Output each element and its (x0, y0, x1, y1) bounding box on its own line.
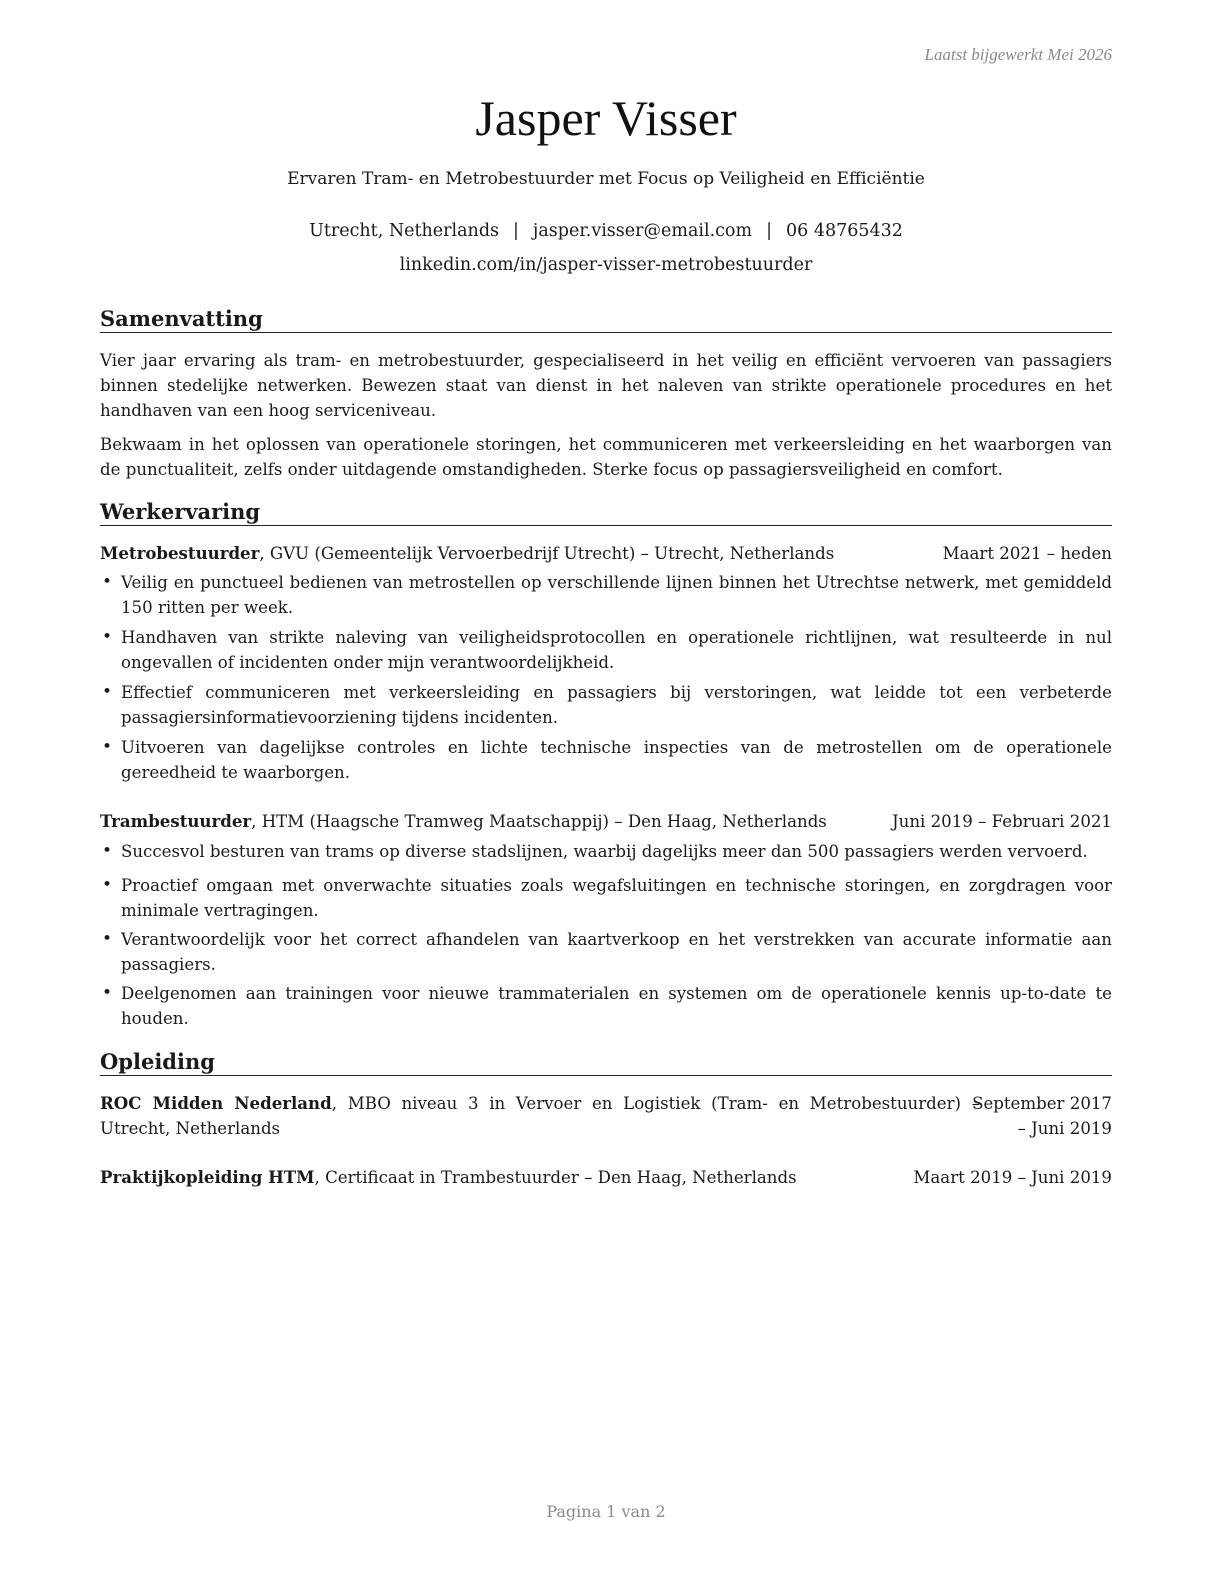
resume-page (100, 0, 1112, 1584)
education-details: , MBO niveau 3 in Vervoer en Logistiek (Tram- en Metrobestuurder) – Utrecht, Netherlands (100, 1094, 980, 1138)
list-item: • Veilig en punctueel bedienen van metrostellen op verschillende lijnen binnen het Utrechtse netwerk, met gemiddeld 150 ritten per week. (100, 570, 1112, 620)
list-item: • Handhaven van strikte naleving van veiligheidsprotocollen en operationele richtlijnen, wat resulteerde in nul ongevallen of incidenten onder mijn verantwoordelijkheid. (100, 625, 1112, 675)
contact-line (100, 219, 1112, 243)
school-name: ROC Midden Nederland (100, 1093, 332, 1113)
section-title-experience: Werkervaring (100, 499, 1112, 526)
candidate-name: Jasper Visser (475, 90, 737, 146)
job-header (100, 809, 1112, 834)
education-details: , Certificaat in Trambestuurder – Den Haag, Netherlands (314, 1168, 797, 1187)
headline: Ervaren Tram- en Metrobestuurder met Focus op Veiligheid en Efficiëntie (287, 169, 925, 189)
job-date: Maart 2021 – heden (942, 544, 1112, 563)
summary-paragraph: Bekwaam in het oplossen van operationele storingen, het communiceren met verkeersleiding en het waarborgen van de punctualiteit, zelfs onder uitdagende omstandigheden. Sterke focus op passagiersveiligheid en comfort. (100, 435, 1112, 479)
page-number: Pagina 1 van 2 (546, 1502, 666, 1521)
summary-paragraph: Vier jaar ervaring als tram- en metrobestuurder, gespecialiseerd in het veilig en efficiënt vervoeren van passagiers binnen stedelijke netwerken. Bewezen staat van dienst in het naleven van strikte operationele procedures en het handhaven van een hoog serviceniveau. (100, 351, 1112, 420)
linkedin-link[interactable]: linkedin.com/in/jasper-visser-metrobestuurder (399, 255, 813, 275)
list-item: • Verantwoordelijk voor het correct afhandelen van kaartverkoop en het verstrekken van accurate informatie aan passagiers. (100, 927, 1112, 977)
phone: 06 48765432 (785, 221, 903, 241)
email-link[interactable]: jasper.visser@email.com (532, 221, 753, 241)
list-item: • Deelgenomen aan trainingen voor nieuwe trammaterialen en systemen om de operationele kennis up-to-date te houden. (100, 981, 1112, 1031)
education-date: September 2017 – Juni 2019 (972, 1094, 1112, 1138)
last-updated: Laatst bijgewerkt Mei 2026 (924, 45, 1112, 64)
job-header (100, 541, 1112, 566)
job-date: Juni 2019 – Februari 2021 (892, 812, 1112, 831)
section-title-education: Opleiding (100, 1049, 1112, 1076)
job-bullets (100, 570, 1112, 785)
section-title-summary: Samenvatting (100, 306, 1112, 333)
list-item: • Uitvoeren van dagelijkse controles en lichte technische inspecties van de metrostellen om de operationele gereedheid te waarborgen. (100, 735, 1112, 785)
education-entry (100, 1165, 1112, 1190)
location: Utrecht, Netherlands (309, 221, 500, 241)
job-details: , GVU (Gemeentelijk Vervoerbedrijf Utrecht) – Utrecht, Netherlands (259, 544, 835, 563)
school-name: Praktijkopleiding HTM (100, 1167, 315, 1187)
job-role: Metrobestuurder (100, 543, 260, 563)
list-item: • Effectief communiceren met verkeersleiding en passagiers bij verstoringen, wat leidde tot een verbeterde passagiersinformatievoorziening tijdens incidenten. (100, 680, 1112, 730)
list-item: • Succesvol besturen van trams op diverse stadslijnen, waarbij dagelijks meer dan 500 passagiers werden vervoerd. (100, 839, 1112, 864)
education-date: Maart 2019 – Juni 2019 (913, 1168, 1112, 1187)
job-details: , HTM (Haagsche Tramweg Maatschappij) – Den Haag, Netherlands (251, 812, 827, 831)
job-bullets (100, 839, 1112, 1031)
job-role: Trambestuurder (100, 811, 252, 831)
list-item: • Proactief omgaan met onverwachte situaties zoals wegafsluitingen en technische storingen, en zorgdragen voor minimale vertragingen. (100, 873, 1112, 923)
education-entry (100, 1091, 980, 1141)
separator: | (513, 221, 519, 241)
separator: | (766, 221, 772, 241)
